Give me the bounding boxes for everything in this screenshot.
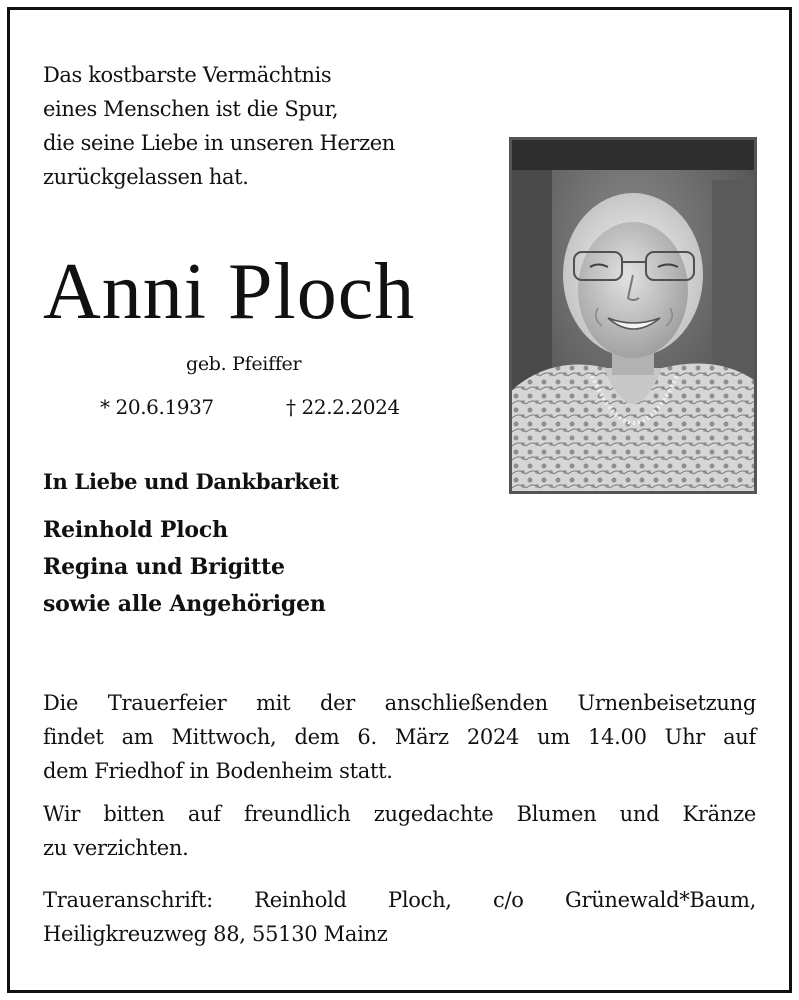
address-line: Traueranschrift: Reinhold Ploch, c/o Grünewald*Baum,	[43, 888, 756, 912]
family-signatures	[43, 512, 326, 623]
quote-line: die seine Liebe in unseren Herzen	[43, 131, 395, 155]
funeral-notice	[43, 686, 756, 788]
family-member: Reinhold Ploch	[43, 517, 228, 543]
address-line: Heiligkreuzweg 88, 55130 Mainz	[43, 922, 388, 946]
funeral-line: findet am Mittwoch, dem 6. März 2024 um 14.00 Uhr auf	[43, 725, 756, 749]
funeral-line: dem Friedhof in Bodenheim statt.	[43, 759, 393, 783]
memorial-quote	[43, 58, 395, 194]
quote-line: Das kostbarste Vermächtnis	[43, 63, 332, 87]
portrait-photo	[509, 137, 757, 494]
deceased-name: Anni Ploch	[43, 248, 416, 336]
quote-line: zurückgelassen hat.	[43, 165, 249, 189]
maiden-name: geb. Pfeiffer	[186, 353, 302, 375]
quote-line: eines Menschen ist die Spur,	[43, 97, 339, 121]
death-date: † 22.2.2024	[286, 395, 400, 419]
portrait-image	[512, 140, 754, 491]
birth-date: * 20.6.1937	[100, 395, 214, 419]
flowers-line: zu verzichten.	[43, 836, 189, 860]
mourning-address	[43, 883, 756, 951]
flowers-notice	[43, 797, 756, 865]
flowers-line: Wir bitten auf freundlich zugedachte Blumen und Kränze	[43, 802, 756, 826]
family-member: Regina und Brigitte	[43, 554, 285, 580]
family-member: sowie alle Angehörigen	[43, 591, 326, 617]
dedication-line: In Liebe und Dankbarkeit	[43, 469, 339, 494]
funeral-line: Die Trauerfeier mit der anschließenden Urnenbeisetzung	[43, 691, 756, 715]
